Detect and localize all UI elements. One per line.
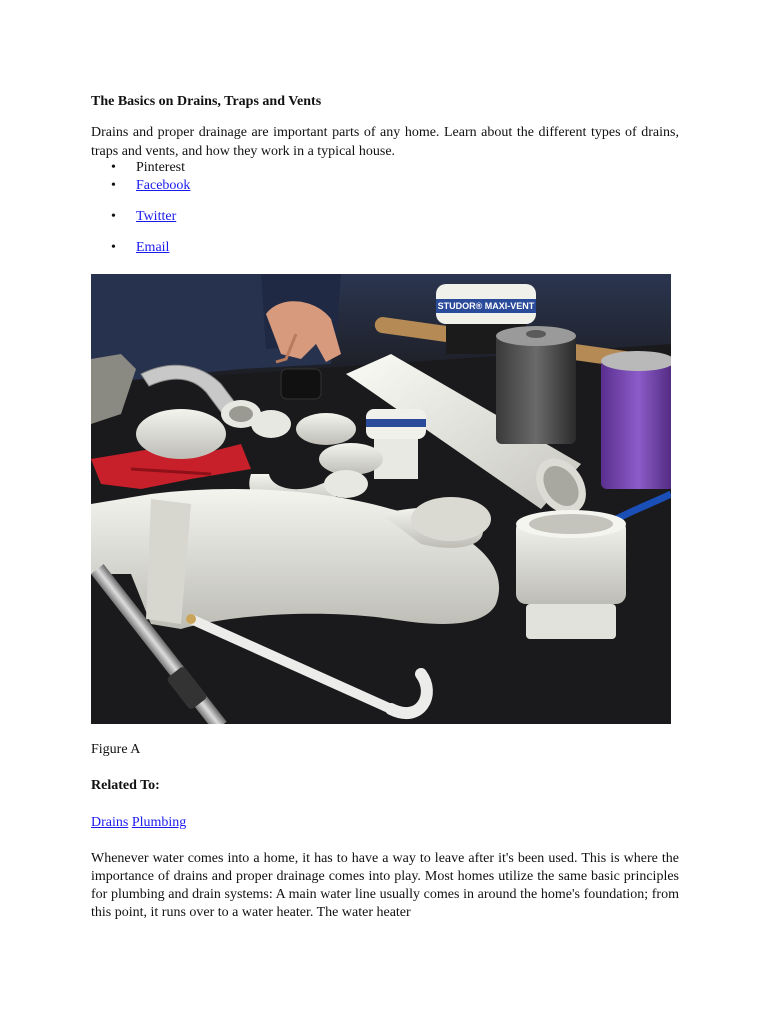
- product-label: STUDOR® MAXI-VENT: [437, 301, 535, 311]
- share-email-link[interactable]: Email: [136, 240, 170, 255]
- bullet-icon: •: [111, 160, 116, 175]
- share-facebook-link[interactable]: Facebook: [136, 178, 191, 193]
- tag-link-drains[interactable]: Drains: [91, 815, 129, 830]
- article-body: Whenever water comes into a home, it has to have a way to leave after it's been used. This is where the importance of drains and proper drainage comes into play. Most homes utilize the same basic principles for plumbing and drain systems: A main water line usually comes in around the home's foundation; from this point, it runs over to a water heater. The water heater: [91, 851, 679, 920]
- bullet-icon: •: [111, 240, 116, 255]
- share-twitter-link[interactable]: Twitter: [136, 209, 177, 224]
- figure-image: [91, 274, 671, 724]
- bullet-icon: •: [111, 209, 116, 224]
- article-intro: Drains and proper drainage are important parts of any home. Learn about the different types of drains, traps and vents, and how they work in a typical house.: [91, 125, 679, 159]
- share-pinterest-label: Pinterest: [136, 160, 185, 175]
- plumbing-parts-photo: [91, 274, 671, 724]
- related-tags: [91, 815, 186, 831]
- related-heading: Related To:: [91, 778, 160, 793]
- figure-caption: Figure A: [91, 742, 141, 757]
- tag-link-plumbing[interactable]: Plumbing: [131, 815, 187, 830]
- bullet-icon: •: [111, 178, 116, 193]
- article-title: The Basics on Drains, Traps and Vents: [91, 94, 322, 109]
